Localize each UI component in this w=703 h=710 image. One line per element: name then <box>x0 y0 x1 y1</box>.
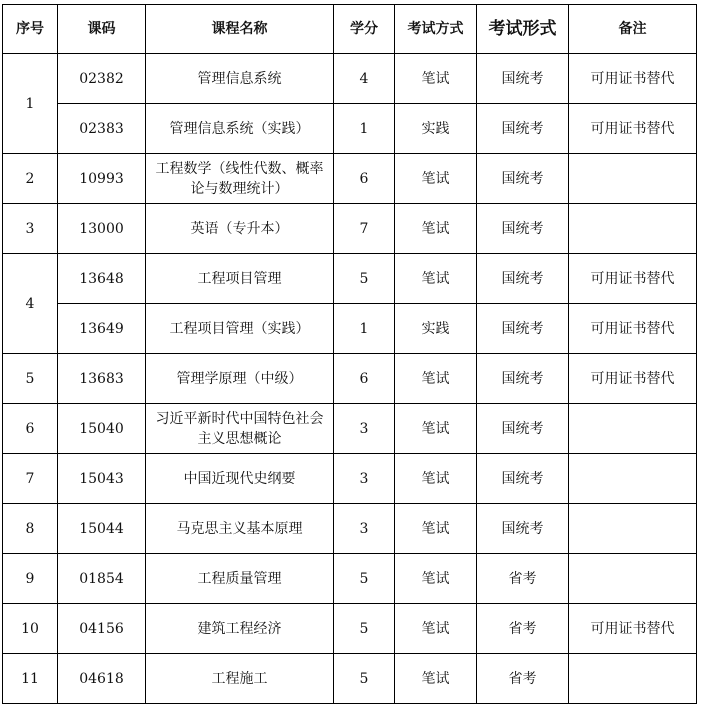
header-code: 课码 <box>58 5 146 54</box>
exam-method-cell: 实践 <box>395 304 477 354</box>
header-remark: 备注 <box>569 5 697 54</box>
exam-method-cell: 笔试 <box>395 504 477 554</box>
credit-cell: 3 <box>334 404 395 454</box>
exam-method-cell: 笔试 <box>395 254 477 304</box>
remark-cell <box>569 554 697 604</box>
course-name-cell: 马克思主义基本原理 <box>146 504 334 554</box>
table-row <box>3 654 697 704</box>
exam-form-cell: 省考 <box>477 654 569 704</box>
course-name-cell: 工程数学（线性代数、概率论与数理统计） <box>146 154 334 204</box>
seq-cell: 1 <box>3 54 58 154</box>
course-name-cell: 工程施工 <box>146 654 334 704</box>
course-name-cell: 工程项目管理（实践） <box>146 304 334 354</box>
remark-cell: 可用证书替代 <box>569 54 697 104</box>
course-code-cell: 13648 <box>58 254 146 304</box>
table-row <box>3 154 697 204</box>
credit-cell: 3 <box>334 454 395 504</box>
seq-cell: 6 <box>3 404 58 454</box>
remark-cell <box>569 154 697 204</box>
seq-cell: 7 <box>3 454 58 504</box>
course-code-cell: 04156 <box>58 604 146 654</box>
exam-form-cell: 国统考 <box>477 104 569 154</box>
course-code-cell: 13683 <box>58 354 146 404</box>
table-row <box>3 54 697 104</box>
course-code-cell: 13649 <box>58 304 146 354</box>
remark-cell <box>569 204 697 254</box>
seq-cell: 10 <box>3 604 58 654</box>
header-exam-method: 考试方式 <box>395 5 477 54</box>
credit-cell: 5 <box>334 604 395 654</box>
credit-cell: 6 <box>334 154 395 204</box>
seq-cell: 3 <box>3 204 58 254</box>
table-row <box>3 104 697 154</box>
remark-cell <box>569 504 697 554</box>
exam-form-cell: 省考 <box>477 604 569 654</box>
course-code-cell: 04618 <box>58 654 146 704</box>
credit-cell: 1 <box>334 104 395 154</box>
remark-cell <box>569 654 697 704</box>
exam-form-cell: 国统考 <box>477 54 569 104</box>
credit-cell: 6 <box>334 354 395 404</box>
exam-form-cell: 国统考 <box>477 454 569 504</box>
seq-cell: 2 <box>3 154 58 204</box>
table-row <box>3 354 697 404</box>
table-row <box>3 604 697 654</box>
table-row <box>3 204 697 254</box>
credit-cell: 1 <box>334 304 395 354</box>
remark-cell <box>569 454 697 504</box>
exam-form-cell: 国统考 <box>477 504 569 554</box>
table-row <box>3 254 697 304</box>
exam-method-cell: 笔试 <box>395 204 477 254</box>
seq-cell: 8 <box>3 504 58 554</box>
remark-cell: 可用证书替代 <box>569 304 697 354</box>
exam-form-cell: 国统考 <box>477 154 569 204</box>
exam-form-cell: 省考 <box>477 554 569 604</box>
remark-cell: 可用证书替代 <box>569 254 697 304</box>
header-exam-form: 考试形式 <box>477 5 569 54</box>
remark-cell <box>569 404 697 454</box>
seq-cell: 11 <box>3 654 58 704</box>
course-code-cell: 01854 <box>58 554 146 604</box>
remark-cell: 可用证书替代 <box>569 354 697 404</box>
course-name-cell: 中国近现代史纲要 <box>146 454 334 504</box>
course-code-cell: 15040 <box>58 404 146 454</box>
seq-cell: 5 <box>3 354 58 404</box>
course-name-cell: 管理学原理（中级） <box>146 354 334 404</box>
exam-form-cell: 国统考 <box>477 204 569 254</box>
seq-cell: 9 <box>3 554 58 604</box>
table-body <box>3 54 697 704</box>
course-code-cell: 02382 <box>58 54 146 104</box>
course-code-cell: 10993 <box>58 154 146 204</box>
course-table <box>2 4 697 704</box>
exam-form-cell: 国统考 <box>477 404 569 454</box>
course-name-cell: 习近平新时代中国特色社会主义思想概论 <box>146 404 334 454</box>
exam-method-cell: 笔试 <box>395 604 477 654</box>
course-name-cell: 工程项目管理 <box>146 254 334 304</box>
course-code-cell: 13000 <box>58 204 146 254</box>
course-code-cell: 02383 <box>58 104 146 154</box>
course-name-cell: 建筑工程经济 <box>146 604 334 654</box>
credit-cell: 3 <box>334 504 395 554</box>
remark-cell: 可用证书替代 <box>569 604 697 654</box>
table-row <box>3 454 697 504</box>
credit-cell: 5 <box>334 554 395 604</box>
course-name-cell: 管理信息系统（实践） <box>146 104 334 154</box>
header-row <box>3 5 697 54</box>
exam-form-cell: 国统考 <box>477 254 569 304</box>
exam-method-cell: 笔试 <box>395 654 477 704</box>
exam-method-cell: 笔试 <box>395 354 477 404</box>
header-credit: 学分 <box>334 5 395 54</box>
table-row <box>3 554 697 604</box>
course-code-cell: 15044 <box>58 504 146 554</box>
credit-cell: 5 <box>334 654 395 704</box>
exam-method-cell: 实践 <box>395 104 477 154</box>
table-row <box>3 504 697 554</box>
header-course-name: 课程名称 <box>146 5 334 54</box>
exam-method-cell: 笔试 <box>395 554 477 604</box>
remark-cell: 可用证书替代 <box>569 104 697 154</box>
credit-cell: 4 <box>334 54 395 104</box>
exam-method-cell: 笔试 <box>395 404 477 454</box>
credit-cell: 7 <box>334 204 395 254</box>
seq-cell: 4 <box>3 254 58 354</box>
course-code-cell: 15043 <box>58 454 146 504</box>
exam-form-cell: 国统考 <box>477 354 569 404</box>
exam-form-cell: 国统考 <box>477 304 569 354</box>
exam-method-cell: 笔试 <box>395 154 477 204</box>
course-name-cell: 管理信息系统 <box>146 54 334 104</box>
course-name-cell: 工程质量管理 <box>146 554 334 604</box>
credit-cell: 5 <box>334 254 395 304</box>
exam-method-cell: 笔试 <box>395 54 477 104</box>
table-row <box>3 304 697 354</box>
exam-method-cell: 笔试 <box>395 454 477 504</box>
course-name-cell: 英语（专升本） <box>146 204 334 254</box>
table-row <box>3 404 697 454</box>
header-seq: 序号 <box>3 5 58 54</box>
